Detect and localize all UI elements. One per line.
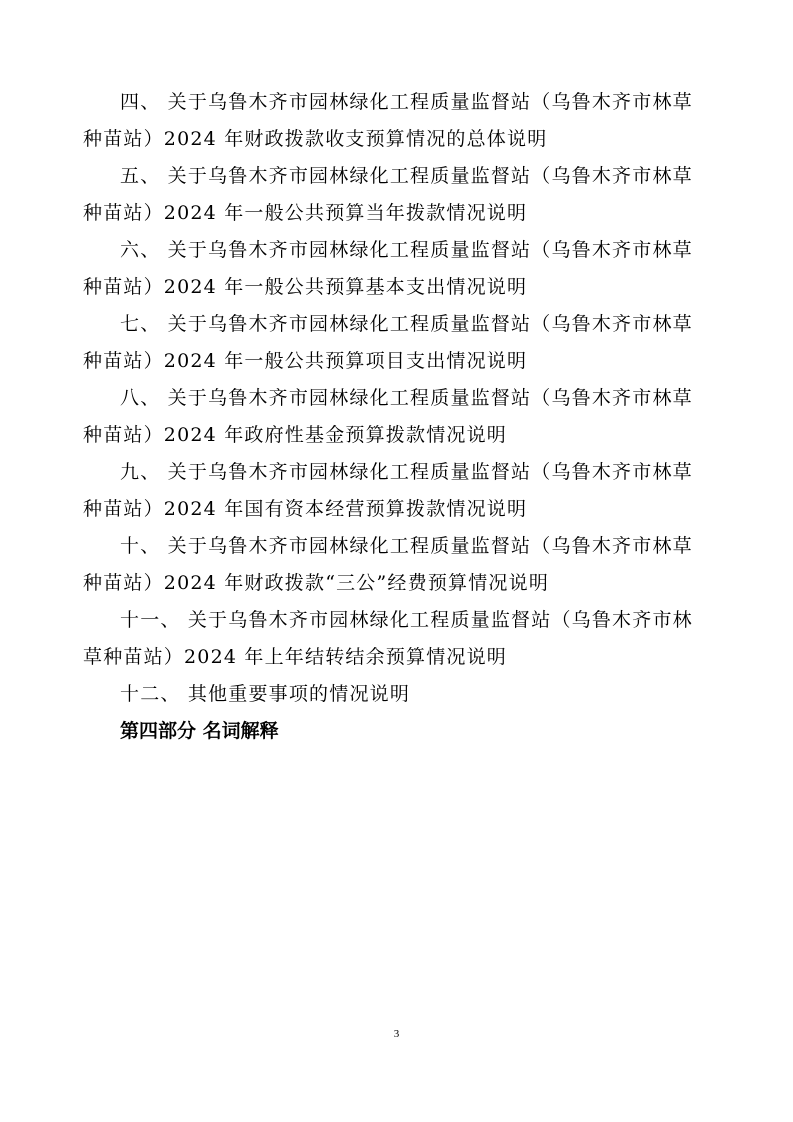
- toc-item-5-line2: 种苗站）2024 年一般公共预算当年拨款情况说明: [83, 202, 528, 224]
- toc-item-4-line1: 四、 关于乌鲁木齐市园林绿化工程质量监督站（乌鲁木齐市林草: [120, 91, 693, 113]
- toc-item-12: 十二、 其他重要事项的情况说明: [120, 683, 411, 705]
- toc-item-10: [83, 528, 717, 602]
- toc-item-10-line1: 十、 关于乌鲁木齐市园林绿化工程质量监督站（乌鲁木齐市林草: [120, 535, 693, 557]
- toc-item-11: [83, 602, 717, 676]
- toc-item-5-line1: 五、 关于乌鲁木齐市园林绿化工程质量监督站（乌鲁木齐市林草: [120, 165, 693, 187]
- toc-item-7-line1: 七、 关于乌鲁木齐市园林绿化工程质量监督站（乌鲁木齐市林草: [120, 313, 693, 335]
- toc-item-11-line1: 十一、 关于乌鲁木齐市园林绿化工程质量监督站（乌鲁木齐市林: [120, 609, 693, 631]
- toc-item-8-line2: 种苗站）2024 年政府性基金预算拨款情况说明: [83, 424, 507, 446]
- toc-item-8: [83, 380, 717, 454]
- section-heading: 第四部分 名词解释: [120, 720, 279, 742]
- toc-item-6: [83, 232, 717, 306]
- page-number: 3: [393, 1028, 400, 1040]
- toc-item-4: [83, 84, 717, 158]
- table-of-contents: [83, 84, 717, 750]
- toc-item-7: [83, 306, 717, 380]
- toc-item-4-line2: 种苗站）2024 年财政拨款收支预算情况的总体说明: [83, 128, 548, 150]
- toc-item-6-line1: 六、 关于乌鲁木齐市园林绿化工程质量监督站（乌鲁木齐市林草: [120, 239, 693, 261]
- toc-item-8-line1: 八、 关于乌鲁木齐市园林绿化工程质量监督站（乌鲁木齐市林草: [120, 387, 693, 409]
- toc-item-11-line2: 草种苗站）2024 年上年结转结余预算情况说明: [83, 646, 507, 668]
- toc-item-5: [83, 158, 717, 232]
- toc-item-6-line2: 种苗站）2024 年一般公共预算基本支出情况说明: [83, 276, 528, 298]
- toc-item-9-line1: 九、 关于乌鲁木齐市园林绿化工程质量监督站（乌鲁木齐市林草: [120, 461, 693, 483]
- toc-item-10-line2: 种苗站）2024 年财政拨款“三公”经费预算情况说明: [83, 572, 550, 594]
- toc-item-7-line2: 种苗站）2024 年一般公共预算项目支出情况说明: [83, 350, 528, 372]
- toc-item-9: [83, 454, 717, 528]
- toc-item-9-line2: 种苗站）2024 年国有资本经营预算拨款情况说明: [83, 498, 528, 520]
